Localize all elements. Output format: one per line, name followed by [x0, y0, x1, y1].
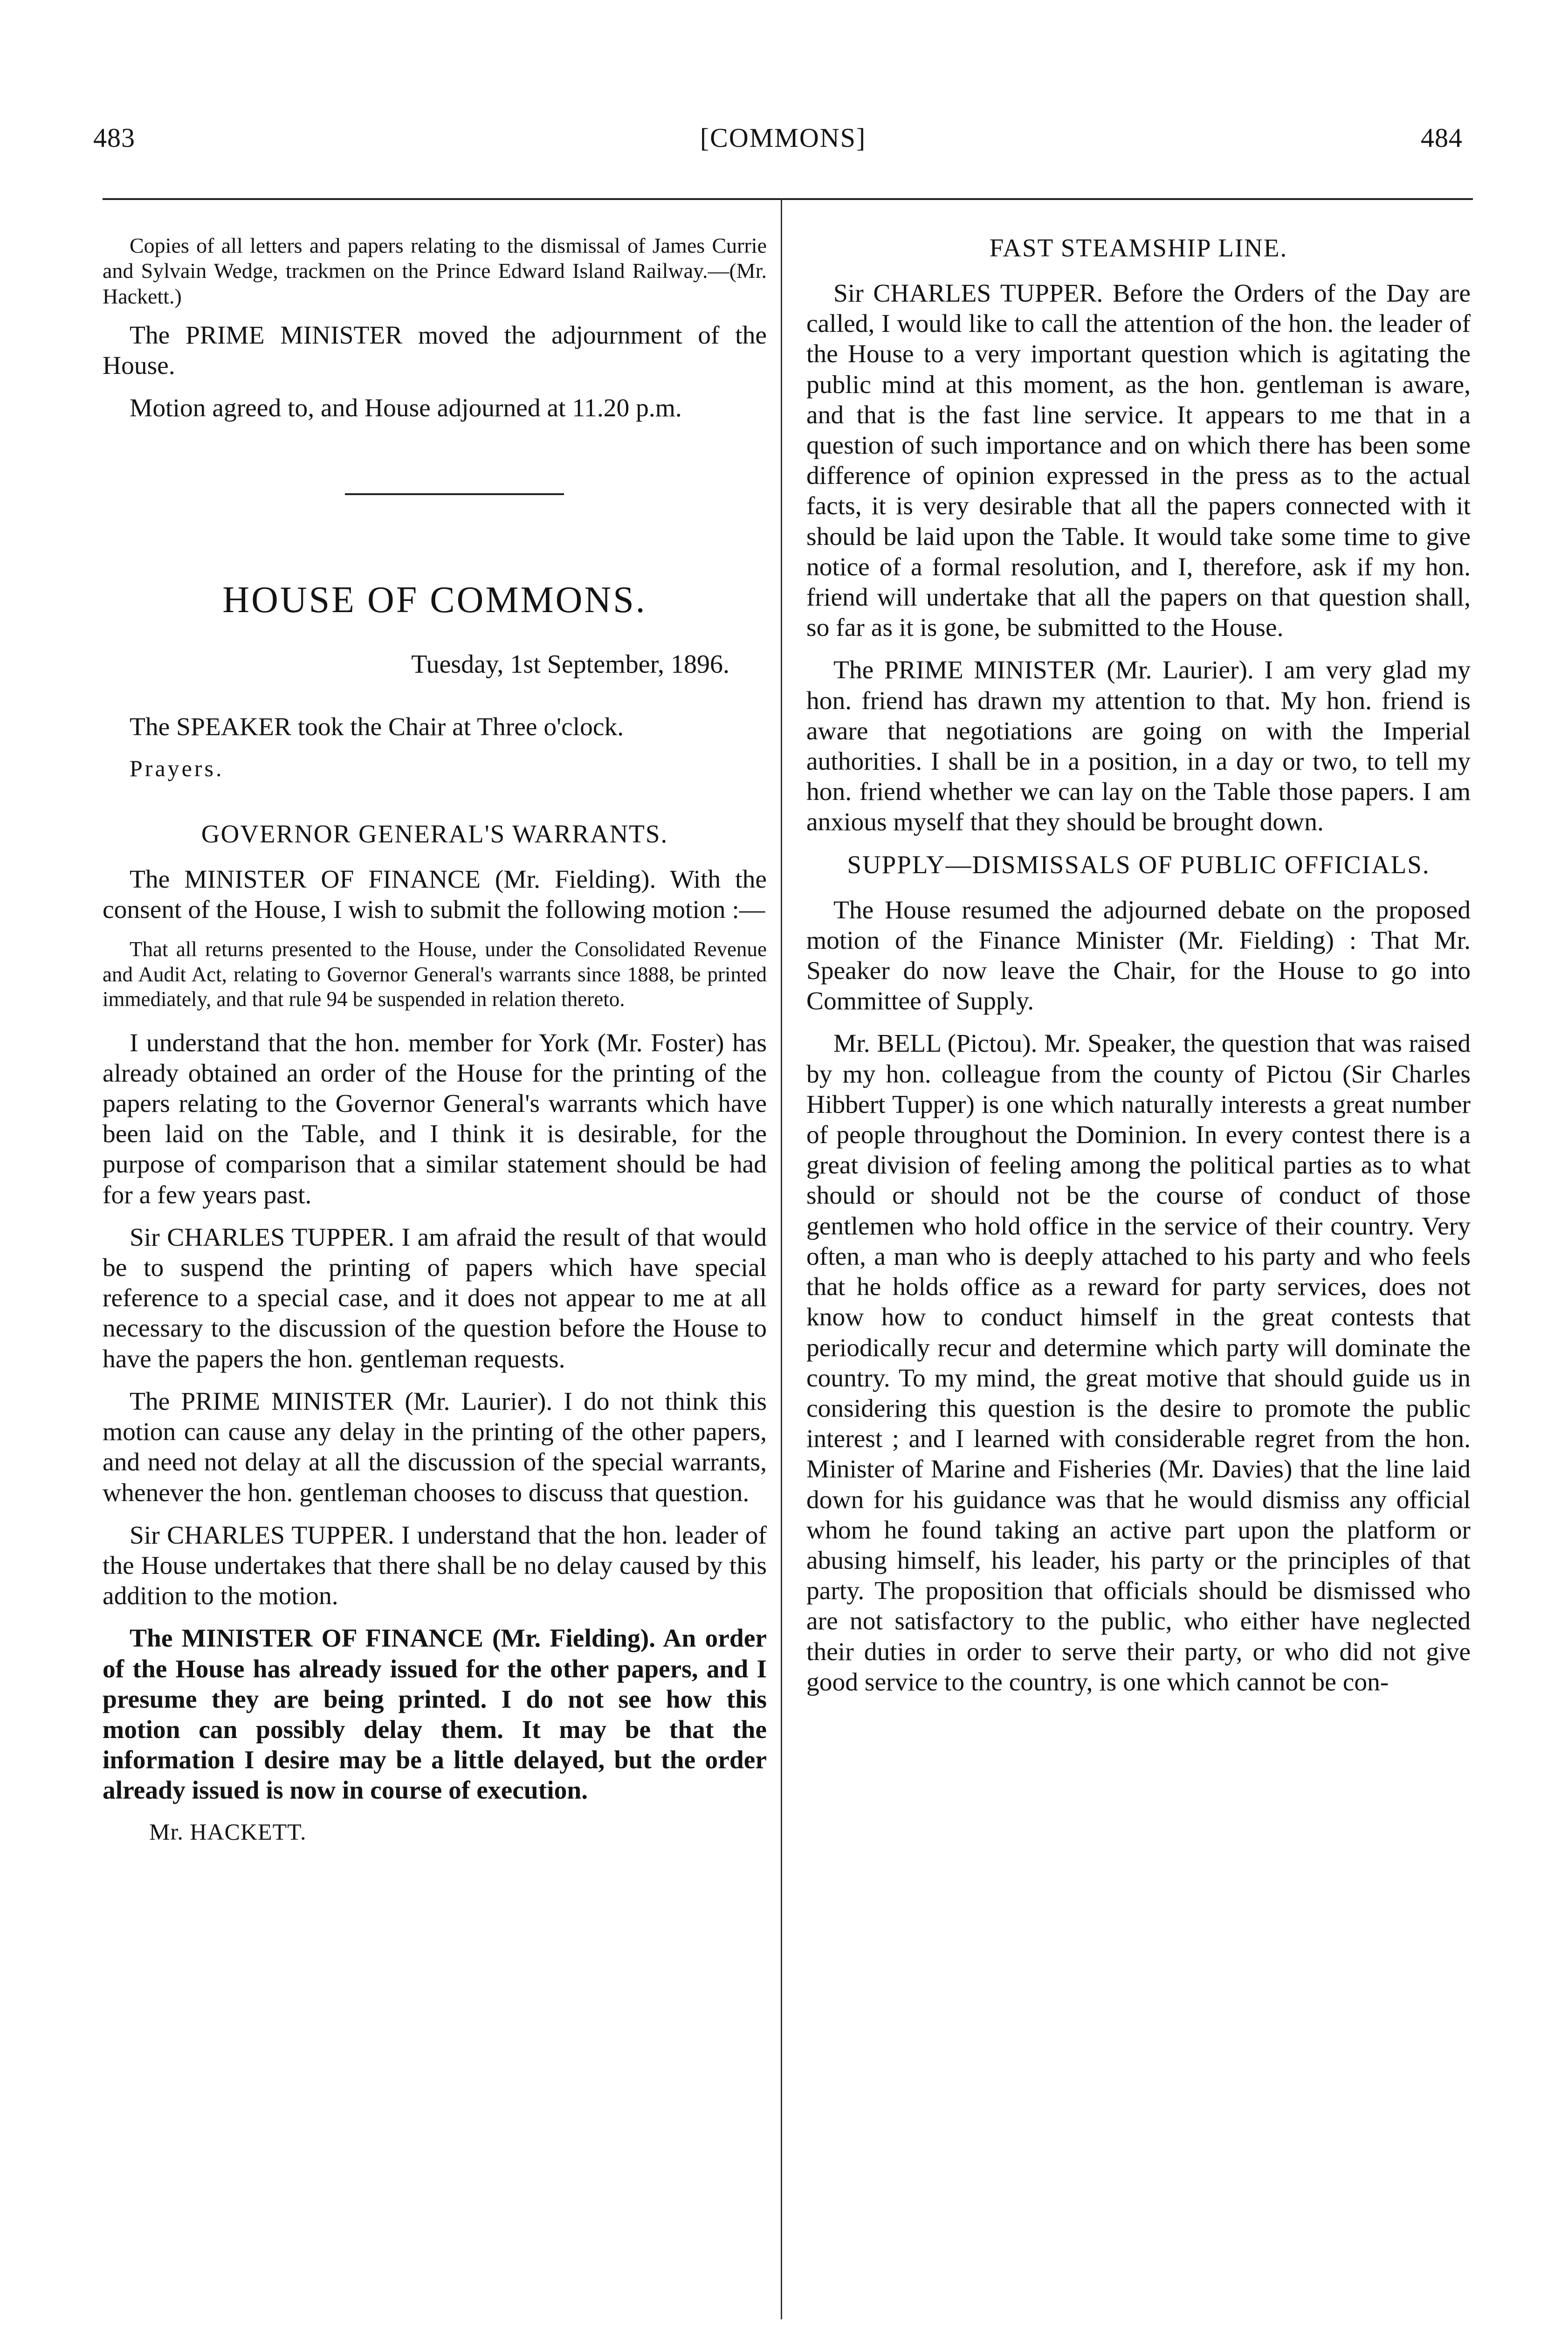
page-number-left: 483 [93, 123, 135, 153]
supply-heading: SUPPLY—DISMISSALS OF PUBLIC OFFICIALS. [847, 850, 1430, 879]
motion-text: That all returns presented to the House, under the Consolidated Revenue and Audit Act, relating to Governor General's warrants since 1888, be printed immediately, and that rule 94 be suspended in relation thereto. [103, 938, 767, 1011]
house-title: HOUSE OF COMMONS. [222, 579, 647, 621]
prayers: Prayers. [130, 755, 224, 781]
steamship-heading: FAST STEAMSHIP LINE. [989, 234, 1288, 262]
bell-speech: Mr. BELL (Pictou). Mr. Speaker, the question that was raised by my hon. colleague from the county of Pictou (Sir Charles Hibbert Tupper) is one which naturally interests a great number of people throughout the Dominion. In every contest there is a great division of feeling among the political parties as to what should or should not be the course of conduct of those gentlemen who hold office in the service of their country. Very often, a man who is deeply attached to his party and who feels that he holds office as a reward for party services, does not know how to conduct himself in the great contests that periodically recur and determine which party will dominate the country. To my mind, the great motive that should guide us in considering this question is the desire to promote the public interest ; and I learned with considerable regret from the hon. Minister of Marine and Fisheries (Mr. Davies) that the line laid down for his guidance was that he would dismiss any official whom he found taking an active part upon the platform or abusing himself, his leader, his party or the principles of that party. The proposition that officials should be dismissed who are not satisfactory to the public, who either have neglected their duties in order to serve their party, or who did not give good service to the country, is one which cannot be con- [806, 1029, 1471, 1697]
speaker-statement: The SPEAKER took the Chair at Three o'clock. [130, 713, 624, 742]
fielding-speech-3: The MINISTER OF FINANCE (Mr. Fielding). An order of the House has already issued for the other papers, and I presume they are being printed. I do not see how this motion can possibly delay them. It may be that the information I desire may be a little delayed, but the order already issued is now in course of execution. [103, 1624, 767, 1805]
adjourn-motion: The PRIME MINISTER moved the adjournment of the House. [103, 321, 767, 380]
adjourned-statement: Motion agreed to, and House adjourned at 11.20 p.m. [130, 394, 682, 423]
running-head: [COMMONS] [700, 123, 867, 153]
fielding-speech-2: I understand that the hon. member for York (Mr. Foster) has already obtained an order of the House for the printing of the papers relating to the Governor General's warrants which have been laid on the Table, and I think it is desirable, for the purpose of comparison that a similar statement should be had for a few years past. [103, 1028, 767, 1209]
laurier-speech-1: The PRIME MINISTER (Mr. Laurier). I do not think this motion can cause any delay in the printing of the other papers, and need not delay at all the discussion of the special warrants, whenever the hon. gentleman chooses to discuss that question. [103, 1387, 767, 1507]
sitting-date: Tuesday, 1st September, 1896. [411, 650, 729, 679]
fielding-speech-1: The MINISTER OF FINANCE (Mr. Fielding). With the consent of the House, I wish to submit the following motion :— [103, 865, 767, 924]
right-column [806, 233, 1471, 1710]
signoff: Mr. HACKETT. [149, 1818, 307, 1845]
tupper-speech-2: Sir CHARLES TUPPER. I understand that the hon. leader of the House undertakes that there shall be no delay caused by this addition to the motion. [103, 1521, 767, 1611]
return-order: Copies of all letters and papers relating to the dismissal of James Currie and Sylvain Wedge, trackmen on the Prince Edward Island Railway.—(Mr. Hackett.) [103, 234, 767, 308]
left-column [103, 233, 767, 1845]
page-number-right: 484 [1421, 123, 1463, 153]
tupper-speech-1: Sir CHARLES TUPPER. I am afraid the result of that would be to suspend the printing of papers which have special reference to a special case, and it does not appear to me at all necessary to the discussion of the question before the House to have the papers the hon. gentleman requests. [103, 1223, 767, 1373]
resumed-debate: The House resumed the adjourned debate on the proposed motion of the Finance Minister (Mr. Fielding) : That Mr. Speaker do now leave the Chair, for the House to go into Committee of Supply. [806, 896, 1471, 1016]
tupper-speech-3: Sir CHARLES TUPPER. Before the Orders of the Day are called, I would like to call the attention of the hon. the leader of the House to a very important question which is agitating the public mind at this moment, as the hon. gentleman is aware, and that is the fast line service. It appears to me that in a question of such importance and on which there has been some difference of opinion expressed in the press as to the actual facts, it is very desirable that all the papers connected with it should be laid upon the Table. It would take some time to give notice of a formal resolution, and I, therefore, ask if my hon. friend will undertake that all the papers on that question shall, so far as it is gone, be submitted to the House. [806, 279, 1471, 642]
section-rule [345, 493, 564, 495]
header-rule [103, 198, 1473, 200]
column-divider [781, 198, 782, 2319]
laurier-speech-2: The PRIME MINISTER (Mr. Laurier). I am very glad my hon. friend has drawn my attention to that. My hon. friend is aware that negotiations are going on with the Imperial authorities. I shall be in a position, in a day or two, to tell my hon. friend whether we can lay on the Table those papers. I am anxious myself that they should be brought down. [806, 656, 1471, 837]
warrants-heading: GOVERNOR GENERAL'S WARRANTS. [201, 819, 668, 848]
